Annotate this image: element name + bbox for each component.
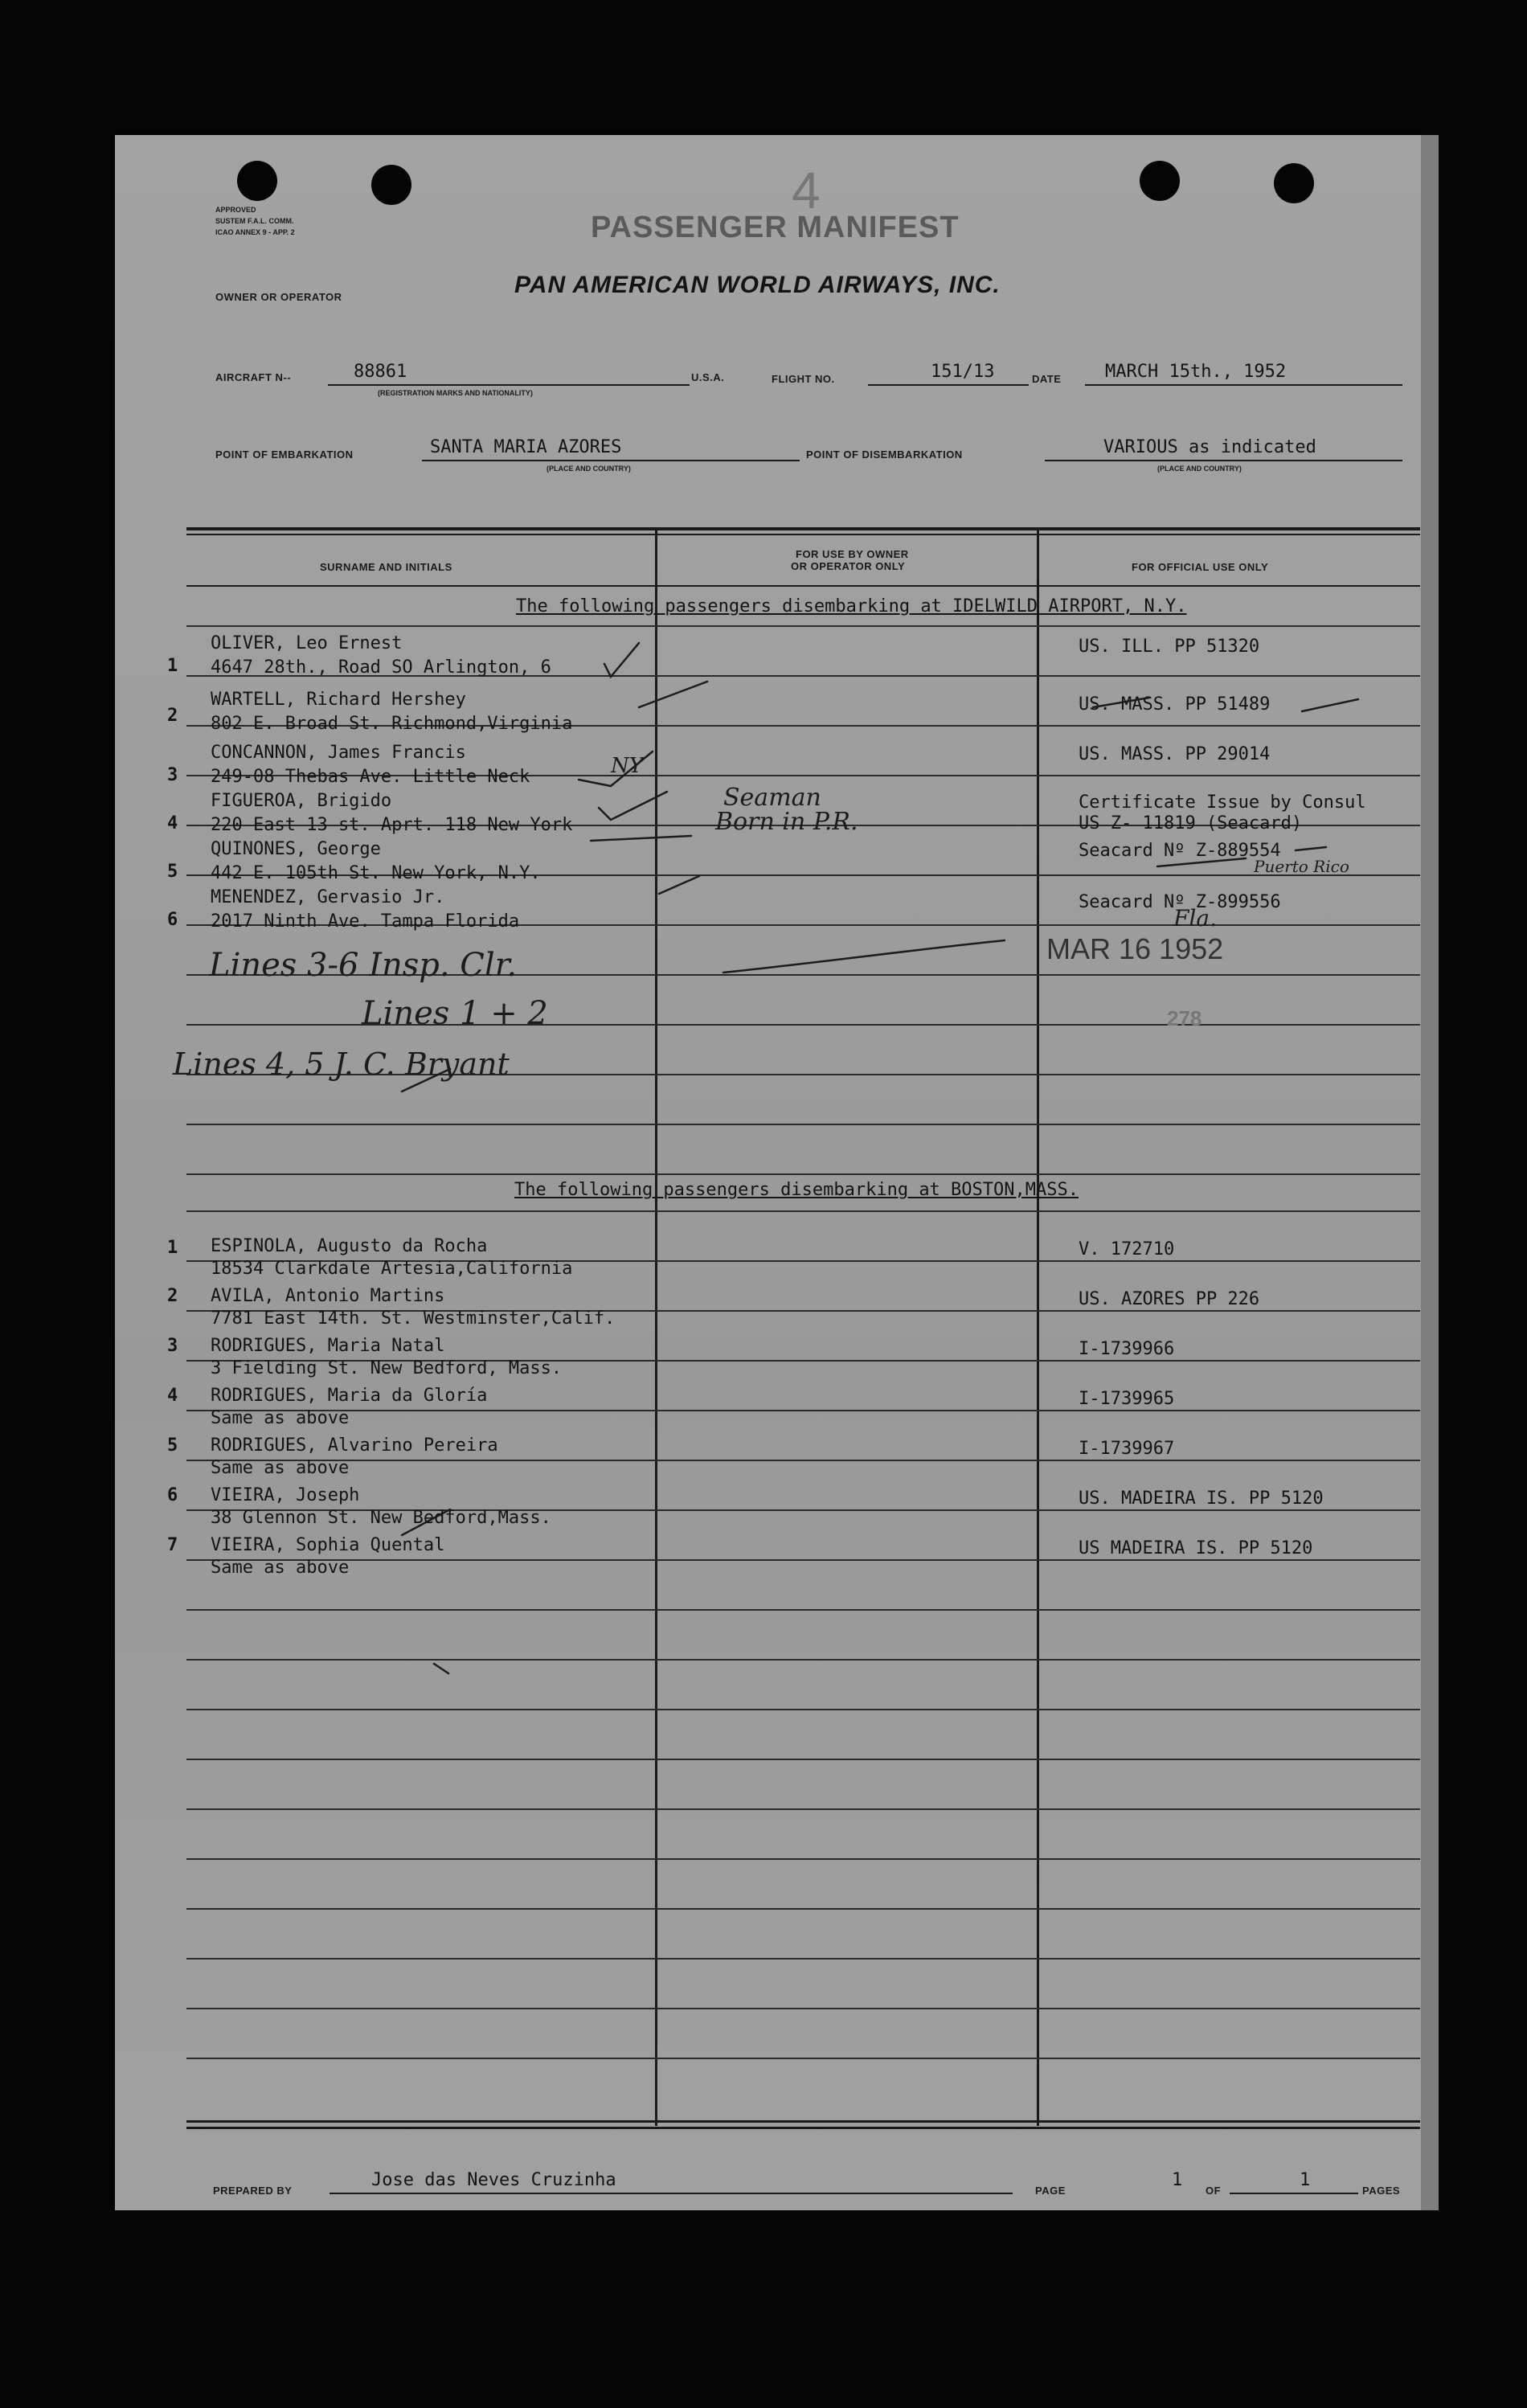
- passenger-name: VIEIRA, Sophia Quental: [211, 1535, 445, 1555]
- handwritten-line-2: Lines 1 + 2: [362, 995, 548, 1032]
- passenger-address: 2017 Ninth Ave. Tampa Florida: [211, 911, 520, 932]
- passenger-official: US. MADEIRA IS. PP 5120: [1079, 1489, 1324, 1509]
- usa-label: U.S.A.: [691, 371, 725, 383]
- passenger-address: Same as above: [211, 1558, 350, 1578]
- prepared-by-value: Jose das Neves Cruzinha: [371, 2170, 616, 2190]
- row-line: [186, 625, 1420, 627]
- passenger-official: US MADEIRA IS. PP 5120: [1079, 1538, 1313, 1558]
- passenger-address: 38 Glennon St. New Bedford,Mass.: [211, 1508, 551, 1528]
- column-header-official: FOR OFFICIAL USE ONLY: [1132, 561, 1269, 573]
- passenger-name: RODRIGUES, Alvarino Pereira: [211, 1435, 498, 1456]
- embarkation-value: SANTA MARIA AZORES: [430, 437, 622, 457]
- header-rule: [186, 585, 1420, 587]
- row-number: 1: [167, 656, 178, 676]
- row-number: 3: [167, 1336, 178, 1356]
- passenger-address: Same as above: [211, 1458, 350, 1478]
- approved-line-3: ICAO ANNEX 9 - APP. 2: [215, 228, 295, 236]
- passenger-name: MENENDEZ, Gervasio Jr.: [211, 887, 445, 907]
- passenger-address: 802 E. Broad St. Richmond,Virginia: [211, 714, 573, 734]
- stamp-number: 278: [1167, 1006, 1202, 1030]
- embarkation-sublabel: (PLACE AND COUNTRY): [547, 465, 631, 473]
- disembarkation-label: POINT OF DISEMBARKATION: [806, 448, 963, 461]
- handwritten-line-3: Lines 4, 5 J. C. Bryant: [173, 1046, 510, 1082]
- row-line: [186, 1908, 1420, 1910]
- row-number: 5: [167, 862, 178, 882]
- owner-value: PAN AMERICAN WORLD AIRWAYS, INC.: [514, 272, 1001, 298]
- row-line: [186, 1659, 1420, 1661]
- flight-value: 151/13: [931, 362, 995, 382]
- column-header-owner-1: FOR USE BY OWNER: [796, 548, 909, 560]
- passenger-official: Seacard Nº Z-899556: [1079, 892, 1281, 912]
- aircraft-label: AIRCRAFT N--: [215, 371, 292, 383]
- passenger-official: I-1739965: [1079, 1389, 1175, 1409]
- aircraft-sublabel: (REGISTRATION MARKS AND NATIONALITY): [378, 389, 533, 397]
- passenger-name: RODRIGUES, Maria da Gloría: [211, 1386, 488, 1406]
- punch-hole-4: [1274, 163, 1314, 203]
- passenger-official: Seacard Nº Z-889554: [1079, 841, 1281, 861]
- row-line: [186, 1759, 1420, 1760]
- passenger-address: 18534 Clarkdale Artesia,California: [211, 1259, 573, 1279]
- handwritten-note-fla: Fla.: [1173, 905, 1217, 932]
- page-title: PASSENGER MANIFEST: [591, 211, 960, 244]
- prepared-by-label: PREPARED BY: [213, 2185, 293, 2197]
- received-date-stamp: MAR 16 1952: [1046, 932, 1224, 965]
- of-label: OF: [1206, 2185, 1222, 2197]
- passenger-official: I-1739967: [1079, 1439, 1175, 1459]
- passenger-official: US. AZORES PP 226: [1079, 1289, 1260, 1309]
- passenger-name: QUINONES, George: [211, 839, 381, 859]
- aircraft-underline: [328, 384, 690, 386]
- disembarkation-underline: [1045, 460, 1402, 461]
- passenger-address: 442 E. 105th St. New York, N.Y.: [211, 863, 541, 883]
- page-value: 1: [1172, 2170, 1183, 2190]
- section-idlewild-heading: The following passengers disembarking at IDELWILD AIRPORT, N.Y.: [516, 596, 1187, 616]
- passenger-official: US. ILL. PP 51320: [1079, 637, 1260, 657]
- row-number: 6: [167, 1485, 178, 1505]
- row-line: [186, 1958, 1420, 1960]
- punch-hole-3: [1140, 161, 1180, 201]
- date-value: MARCH 15th., 1952: [1105, 362, 1287, 382]
- passenger-official: I-1739966: [1079, 1339, 1175, 1359]
- punch-hole-1: [237, 161, 277, 201]
- row-line: [186, 1124, 1420, 1125]
- flight-label: FLIGHT NO.: [772, 373, 835, 385]
- row-line: [186, 1559, 1420, 1561]
- handwritten-note-seaman: Seaman: [723, 784, 821, 812]
- row-line: [186, 1609, 1420, 1611]
- passenger-name: ESPINOLA, Augusto da Rocha: [211, 1236, 488, 1256]
- passenger-address: 3 Fielding St. New Bedford, Mass.: [211, 1358, 563, 1378]
- row-line: [186, 1210, 1420, 1212]
- punch-hole-2: [371, 165, 411, 205]
- page-label: PAGE: [1035, 2185, 1066, 2197]
- passenger-official-line-2: US Z- 11819 (Seacard): [1079, 813, 1303, 833]
- handwritten-note-ny: NY: [611, 754, 643, 778]
- date-underline: [1085, 384, 1402, 386]
- aircraft-value: 88861: [354, 362, 407, 382]
- passenger-address: 4647 28th., Road SO Arlington, 6: [211, 657, 551, 678]
- date-label: DATE: [1032, 373, 1062, 385]
- passenger-name: FIGUEROA, Brigido: [211, 791, 392, 811]
- column-divider-1: [655, 530, 657, 2126]
- passenger-name: AVILA, Antonio Martins: [211, 1286, 445, 1306]
- passenger-name: OLIVER, Leo Ernest: [211, 633, 403, 653]
- row-line: [186, 1808, 1420, 1810]
- handwritten-line-1: Lines 3-6 Insp. Clr.: [209, 947, 518, 984]
- owner-label: OWNER OR OPERATOR: [215, 291, 342, 303]
- column-header-owner-2: OR OPERATOR ONLY: [791, 560, 906, 572]
- row-number: 4: [167, 1386, 178, 1406]
- passenger-address: Same as above: [211, 1408, 350, 1428]
- row-line: [186, 1460, 1420, 1461]
- row-number: 5: [167, 1435, 178, 1456]
- pages-label: PAGES: [1362, 2185, 1401, 2197]
- row-line: [186, 1173, 1420, 1175]
- of-value: 1: [1300, 2170, 1311, 2190]
- of-underline: [1230, 2193, 1358, 2194]
- passenger-official: US. MASS. PP 29014: [1079, 744, 1271, 764]
- sheet-edge: [1421, 135, 1439, 2210]
- table-top-rule-2: [186, 534, 1420, 535]
- passenger-name: VIEIRA, Joseph: [211, 1485, 360, 1505]
- row-number: 2: [167, 1286, 178, 1306]
- passenger-name: WARTELL, Richard Hershey: [211, 690, 466, 710]
- table-bottom-rule: [186, 2120, 1420, 2123]
- approved-line-1: APPROVED: [215, 206, 256, 214]
- handwritten-note-born: Born in P.R.: [715, 808, 858, 836]
- embarkation-underline: [422, 460, 800, 461]
- section-boston-heading: The following passengers disembarking at BOSTON,MASS.: [514, 1180, 1079, 1200]
- row-line: [186, 1410, 1420, 1411]
- column-header-surname: SURNAME AND INITIALS: [320, 561, 452, 573]
- table-top-rule: [186, 527, 1420, 530]
- handwritten-note-pr: Puerto Rico: [1254, 857, 1349, 876]
- row-number: 4: [167, 813, 178, 833]
- row-number: 2: [167, 706, 178, 726]
- passenger-official: Certificate Issue by Consul: [1079, 792, 1366, 813]
- embarkation-label: POINT OF EMBARKATION: [215, 448, 354, 461]
- row-line: [186, 2058, 1420, 2059]
- passenger-name: CONCANNON, James Francis: [211, 743, 466, 763]
- flight-underline: [868, 384, 1029, 386]
- passenger-address: 220 East 13 st. Aprt. 118 New York: [211, 815, 573, 835]
- passenger-address: 7781 East 14th. St. Westminster,Calif.: [211, 1308, 616, 1329]
- row-line: [186, 1858, 1420, 1860]
- prepared-by-underline: [330, 2193, 1013, 2194]
- disembarkation-sublabel: (PLACE AND COUNTRY): [1157, 465, 1242, 473]
- passenger-official: US. MASS. PP 51489: [1079, 694, 1271, 715]
- passenger-address: 249-08 Thebas Ave. Little Neck: [211, 767, 530, 787]
- row-number: 1: [167, 1238, 178, 1258]
- approved-line-2: SUSTEM F.A.L. COMM.: [215, 217, 294, 225]
- row-number: 6: [167, 910, 178, 930]
- row-line: [186, 2008, 1420, 2009]
- passenger-official: V. 172710: [1079, 1239, 1175, 1259]
- column-divider-2: [1037, 530, 1039, 2126]
- table-bottom-rule-2: [186, 2127, 1420, 2129]
- row-number: 7: [167, 1535, 178, 1555]
- row-line: [186, 1709, 1420, 1710]
- disembarkation-value: VARIOUS as indicated: [1103, 437, 1316, 457]
- row-number: 3: [167, 765, 178, 785]
- passenger-name: RODRIGUES, Maria Natal: [211, 1336, 445, 1356]
- sheet-number: 4: [792, 162, 821, 219]
